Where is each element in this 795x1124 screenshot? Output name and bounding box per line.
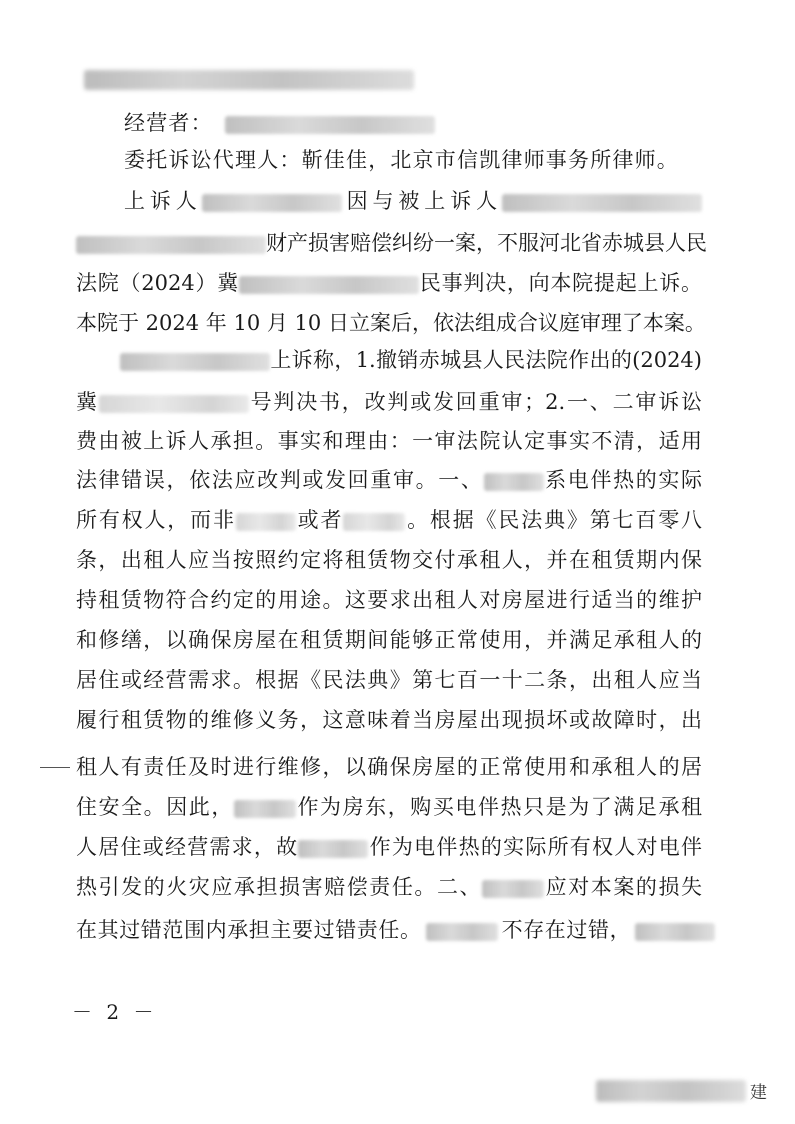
body-line-4 <box>76 228 707 258</box>
redacted-appellant <box>202 194 342 212</box>
redacted-name-b <box>343 513 405 531</box>
judgment-text: 民事判决，向本院提起上诉。 <box>419 271 702 295</box>
page-number: － 2 － <box>72 1000 158 1024</box>
redacted-landlord <box>234 800 296 818</box>
redacted-appellee <box>502 194 702 212</box>
body-line-19: 人居住或经营需求，故 作为电伴热的实际所有权人对电伴 <box>76 835 703 859</box>
body-line-7 <box>120 345 702 375</box>
redacted-footer-stamp <box>596 1080 746 1102</box>
body-line-12: 条，出租人应当按照约定将租赁物交付承租人，并在租赁期内保 <box>76 548 702 572</box>
body-line-10: 法律错误，依法应改判或发回重审。一、 系电伴热的实际 <box>76 468 703 492</box>
redacted-owner <box>484 473 544 491</box>
redacted-case-number <box>239 276 419 294</box>
redacted-party-4 <box>635 923 715 941</box>
body-line-5 <box>76 268 702 298</box>
agent-line <box>124 145 679 175</box>
body-line-13: 持租赁物符合约定的用途。这要求出租人对房屋进行适当的维护 <box>76 588 702 612</box>
body-line-21: 在其过错范围内承担主要过错责任。 不存在过错， <box>76 915 715 945</box>
body-line-11: 所有权人，而非 或者 。根据《民法典》第七百零八 <box>76 508 703 532</box>
margin-dash <box>40 767 70 768</box>
body-line-18: 住安全。因此， 作为房东，购买电伴热只是为了满足承租 <box>76 795 703 819</box>
body-line-6 <box>76 308 706 338</box>
appeal-claim-text: 上诉称，1.撤销赤城县人民法院作出的(2024) <box>270 348 702 372</box>
filing-text: 本院于 2024 年 10 月 10 日立案后，依法组成合议庭审理了本案。 <box>76 311 706 335</box>
redacted-judgment-number <box>99 395 249 413</box>
case-type-text: 财产损害赔偿纠纷一案，不服河北省赤城县人民 <box>266 231 707 255</box>
appellant-label: 上诉人 <box>124 189 202 213</box>
corner-stamp-text: 建 <box>750 1083 767 1103</box>
body-line-15: 居住或经营需求。根据《民法典》第七百一十二条，出租人应当 <box>76 668 702 692</box>
appellee-intro: 因与被上诉人 <box>341 189 503 213</box>
operator-label: 经营者： <box>124 111 213 135</box>
redacted-name-a <box>236 513 296 531</box>
operator-line <box>124 108 435 138</box>
redacted-party-3 <box>426 923 498 941</box>
body-line-17: 租人有责任及时进行维修，以确保房屋的正常使用和承租人的居 <box>76 755 702 779</box>
redacted-party-2 <box>482 880 544 898</box>
redacted-appellant-2 <box>120 353 270 371</box>
body-line-9: 费由被上诉人承担。事实和理由：一审法院认定事实不清，适用 <box>76 429 702 453</box>
redacted-party <box>76 236 266 254</box>
ji-text: 冀 <box>76 390 99 414</box>
body-line-20: 热引发的火灾应承担损害赔偿责任。二、 应对本案的损失 <box>76 875 703 899</box>
body-line-8 <box>76 387 702 417</box>
body-line-3 <box>124 186 702 216</box>
court-text: 法院（2024）冀 <box>76 271 240 295</box>
body-line-16: 履行租赁物的维修义务，这意味着当房屋出现损坏或故障时，出 <box>76 708 702 732</box>
redacted-owner-2 <box>298 840 368 858</box>
body-line-14: 和修缮，以确保房屋在租赁期间能够正常使用，并满足承租人的 <box>76 628 702 652</box>
request-text: 号判决书，改判或发回重审；2.一、二审诉讼 <box>248 390 703 414</box>
agent-text: 委托诉讼代理人：靳佳佳，北京市信凯律师事务所律师。 <box>124 148 679 172</box>
redacted-heading <box>84 70 414 90</box>
redacted-operator-name <box>225 116 435 134</box>
